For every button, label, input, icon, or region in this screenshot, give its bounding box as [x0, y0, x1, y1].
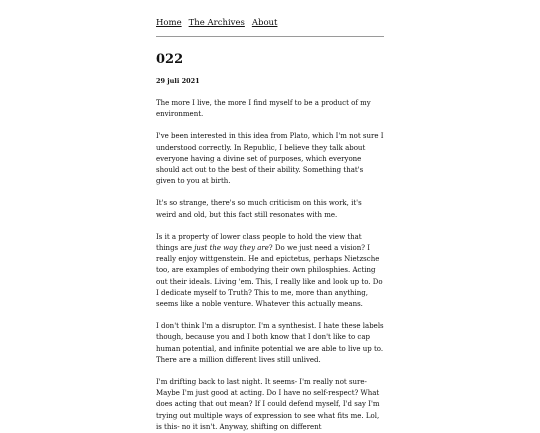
paragraph-text: Is it a property of lower class people to hold the view that things are: [156, 232, 362, 253]
page-container: [156, 0, 384, 433]
post-paragraph: [156, 377, 384, 433]
paragraph-text: ? Do we just need a vision? I really enjoy wittgenstein. He and epictetus, perhaps Nietzsche too, are examples of embodying their own philosphies. Acting out their ideals. Living 'em. This, I really like and look up to. Do I dedicate myself to Truth? This to me, more than anything, seems like a noble venture. Whatever this actually means.: [156, 244, 383, 309]
paragraph-text: I'm drifting back to last night. It seems- I'm really not sure- Maybe I'm just good at acting. Do I have no self-respect? What does acting that out mean? If I could defend myself, I'd say I'm trying out multiple ways of expression to see what fits me. Lol, is this- no it isn't. Anyway, shifting on different: [156, 378, 380, 431]
nav-link-home[interactable]: Home: [156, 18, 182, 28]
post-title: 022: [156, 52, 184, 67]
site-nav: [156, 17, 384, 30]
emphasized-text: just the way they are: [194, 244, 269, 253]
post-paragraph: [156, 321, 384, 366]
paragraph-text: It's so strange, there's so much criticism on this work, it's weird and old, but this fact still resonates with me.: [156, 199, 362, 219]
post-date: 29 juli 2021: [156, 77, 200, 85]
paragraph-text: The more I live, the more I find myself to be a product of my environment.: [156, 99, 371, 119]
post-body: [156, 98, 384, 433]
post-paragraph: [156, 131, 384, 187]
post-paragraph: [156, 198, 384, 220]
nav-link-about[interactable]: About: [251, 18, 278, 28]
nav-link-archives[interactable]: The Archives: [188, 18, 245, 28]
post-paragraph: [156, 232, 384, 310]
nav-divider: [156, 36, 384, 37]
paragraph-text: I don't think I'm a disruptor. I'm a synthesist. I hate these labels though, because you and I both know that I don't like to cap human potential, and infinite potential we are able to live up to. There are a million different lives still unlived.: [156, 322, 384, 364]
paragraph-text: I've been interested in this idea from Plato, which I'm not sure I understood correctly. In Republic, I believe they talk about everyone having a divine set of purposes, which everyone should act out to the best of their ability. Something that's given to you at birth.: [156, 132, 384, 186]
post-paragraph: [156, 98, 384, 120]
